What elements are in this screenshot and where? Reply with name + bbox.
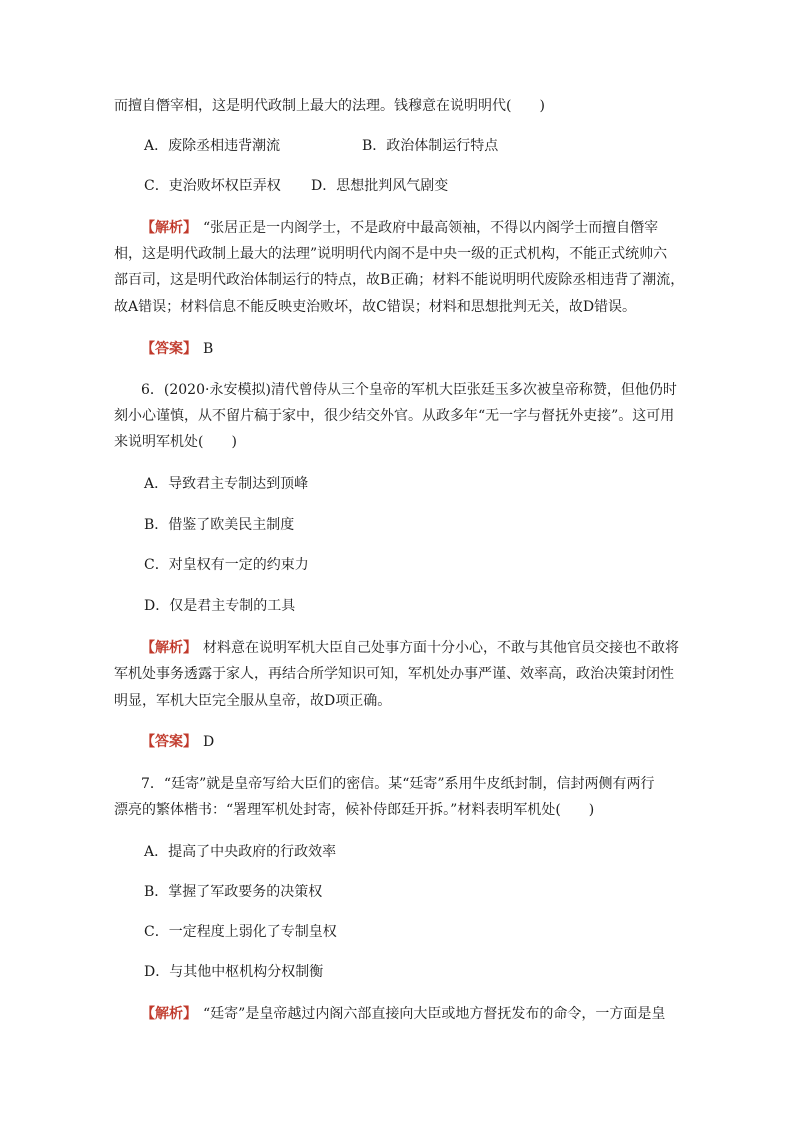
analysis-label: 【解析】: [141, 1006, 197, 1022]
q6-option-a: A．导致君主专制达到顶峰: [144, 476, 309, 492]
q6-stem-line-1: 6．(2020·永安模拟)清代曾侍从三个皇帝的军机大臣张廷玉多次被皇帝称赞，但他仍时: [141, 382, 677, 398]
q7-stem-line-1: 7．“廷寄”就是皇帝写给大臣们的密信。某“廷寄”系用牛皮纸封制，信封两侧有两行: [141, 776, 655, 792]
answer-label: 【答案】: [141, 734, 197, 750]
q5-analysis-line-4: 故A错误；材料信息不能反映吏治败坏，故C错误；材料和思想批判无关，故D错误。: [114, 299, 637, 315]
q6-stem-line-2: 刻小心谨慎，从不留片稿于家中，很少结交外官。从政多年“无一字与督抚外吏接”。这可用: [114, 408, 675, 424]
q5-option-c: C．吏治败坏权臣弄权: [144, 178, 281, 194]
q6-option-d: D．仅是君主专制的工具: [144, 598, 296, 614]
q5-answer: [141, 339, 213, 359]
analysis-text: “廷寄”是皇帝越过内阁六部直接向大臣或地方督抚发布的命令，一方面是皇: [203, 1006, 666, 1022]
q7-analysis-line-1: [141, 1004, 665, 1024]
q5-option-a: A．废除丞相违背潮流: [144, 138, 281, 154]
q6-option-c: C．对皇权有一定的约束力: [144, 557, 309, 573]
q6-option-b: B．借鉴了欧美民主制度: [144, 517, 295, 533]
q6-analysis-line-2: 军机处事务透露于家人，再结合所学知识可知，军机处办事严谨、效率高，政治决策封闭性: [114, 666, 674, 682]
answer-label: 【答案】: [141, 341, 197, 357]
answer-value: D: [203, 734, 215, 750]
q5-stem-tail: 而擅自僭宰相，这是明代政制上最大的法理。钱穆意在说明明代( ): [114, 98, 545, 114]
q5-option-b: B．政治体制运行特点: [362, 138, 499, 154]
q7-option-c: C．一定程度上弱化了专制皇权: [144, 924, 337, 940]
analysis-text: 材料意在说明军机大臣自己处事方面十分小心，不敢与其他官员交接也不敢将: [203, 640, 679, 656]
q6-analysis-line-1: [141, 638, 679, 658]
q7-option-b: B．掌握了军政要务的决策权: [144, 884, 323, 900]
q7-stem-line-2: 漂亮的繁体楷书：“署理军机处封寄，候补侍郎廷开拆。”材料表明军机处( ): [114, 802, 595, 818]
analysis-label: 【解析】: [141, 220, 197, 236]
q5-analysis-line-1: [141, 218, 658, 238]
q5-option-d: D．思想批判风气剧变: [311, 178, 449, 194]
q6-stem-line-3: 来说明军机处( ): [114, 434, 237, 450]
q7-option-a: A．提高了中央政府的行政效率: [144, 844, 337, 860]
analysis-label: 【解析】: [141, 640, 197, 656]
q7-option-d: D．与其他中枢机构分权制衡: [144, 964, 324, 980]
q6-analysis-line-3: 明显，军机大臣完全服从皇帝，故D项正确。: [114, 693, 392, 709]
q5-analysis-line-3: 部百司，这是明代政治体制运行的特点，故B正确；材料不能说明明代废除丞相违背了潮流，: [114, 272, 685, 288]
q6-answer: [141, 732, 214, 752]
answer-value: B: [203, 341, 214, 357]
q5-analysis-line-2: 相，这是明代政制上最大的法理”说明明代内阁不是中央一级的正式机构，不能正式统帅六: [114, 246, 668, 262]
analysis-text: “张居正是一内阁学士，不是政府中最高领袖，不得以内阁学士而擅自僭宰: [203, 220, 659, 236]
